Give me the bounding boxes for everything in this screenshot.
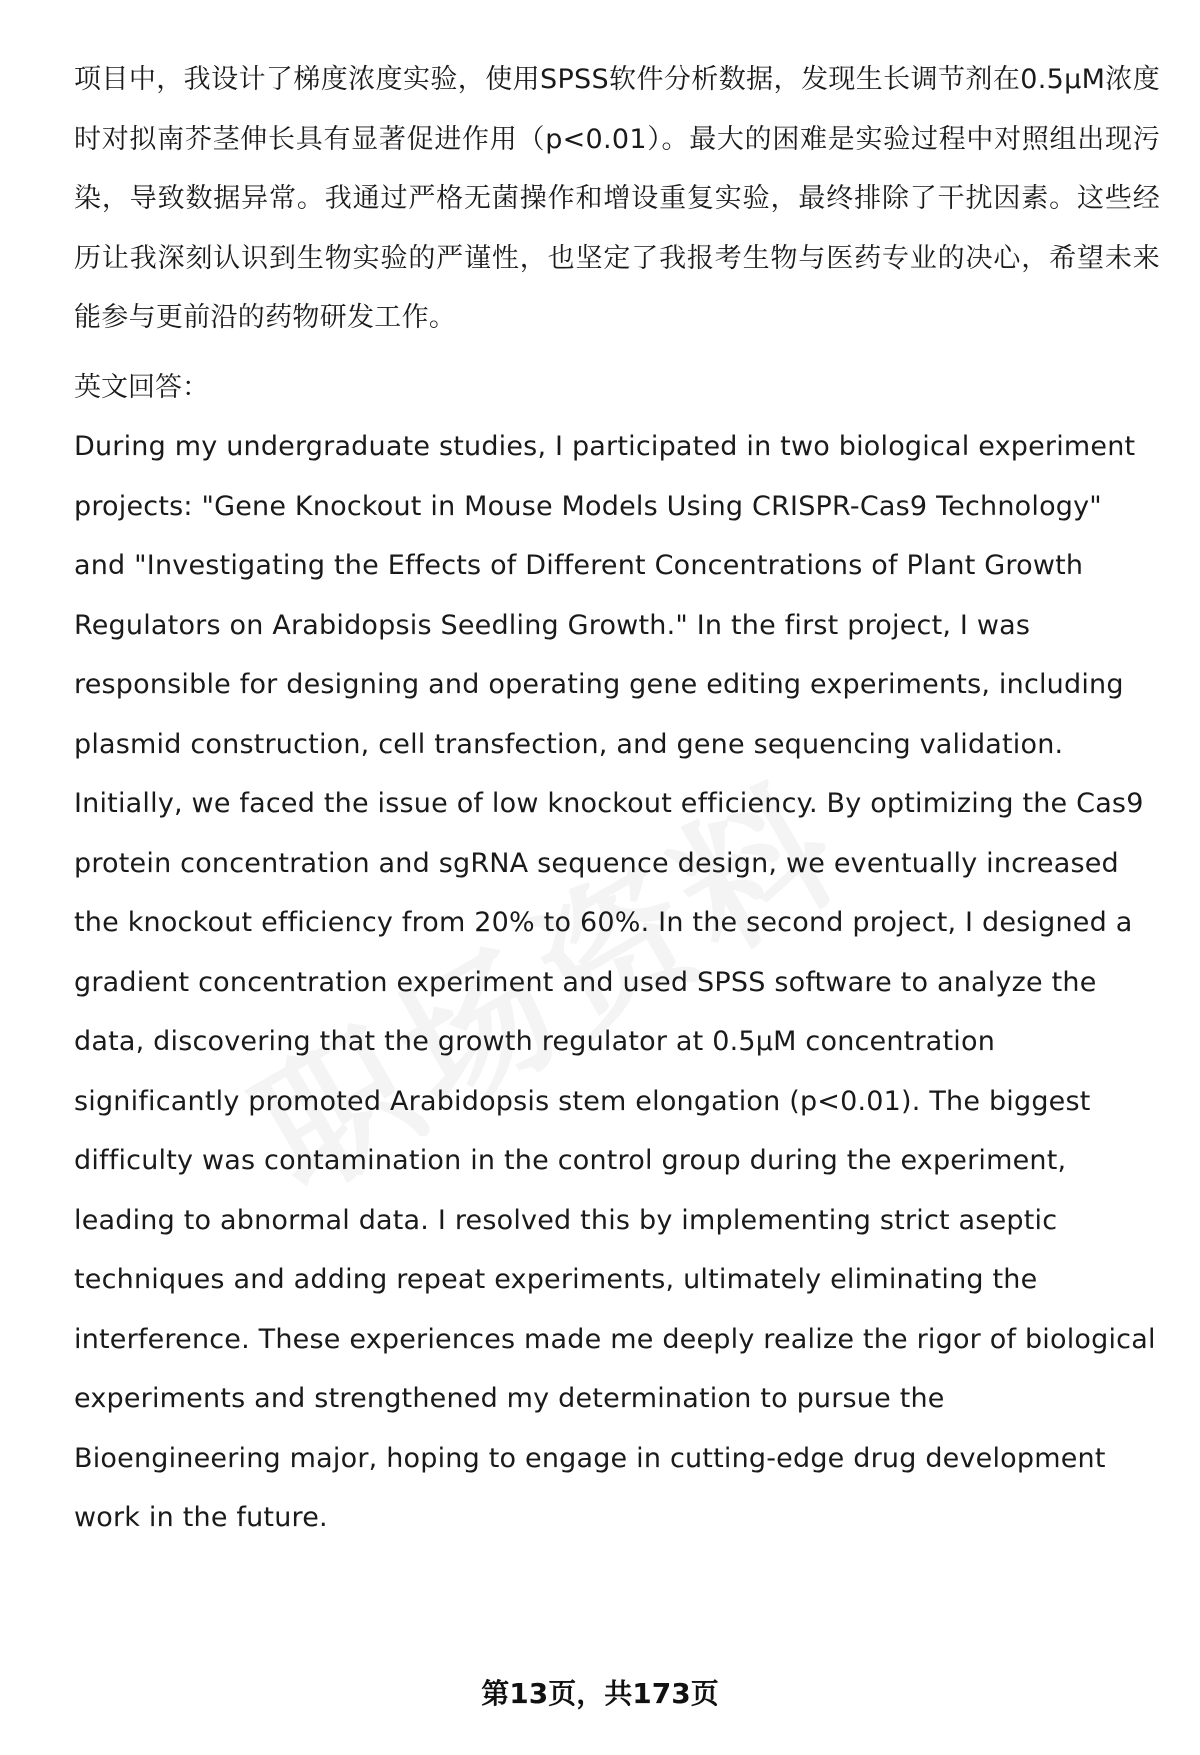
english-answer-heading: 英文回答：: [74, 371, 209, 403]
english-answer-paragraph: During my undergraduate studies, I participated in two biological experiment projects: "Gene Knockout in Mouse Models Using CRISPR-Cas9 Technology" and "Investigating the Effects of Different Concentrations of Plant Growth Regulators on Arabidopsis Seedling Growth." In the first project, I was responsible for designing and operating gene editing experiments, including plasmid construction, cell transfection, and gene sequencing validation. Initially, we faced the issue of low knockout efficiency. By optimizing the Cas9 protein concentration and sgRNA sequence design, we eventually increased the knockout efficiency from 20% to 60%. In the second project, I designed a gradient concentration experiment and used SPSS software to analyze the data, discovering that the growth regulator at 0.5μM concentration significantly promoted Arabidopsis stem elongation (p<0.01). The biggest difficulty was contamination in the control group during the experiment, leading to abnormal data. I resolved this by implementing strict aseptic techniques and adding repeat experiments, ultimately eliminating the interference. These experiences made me deeply realize the rigor of biological experiments and strengthened my determination to pursue the Bioengineering major, hoping to engage in cutting-edge drug development work in the future.: [74, 431, 1156, 1533]
page-number-footer: 第13页，共173页: [481, 1677, 719, 1710]
chinese-answer-paragraph: 项目中，我设计了梯度浓度实验，使用SPSS软件分析数据，发现生长调节剂在0.5μM浓度时对拟南芥茎伸长具有显著促进作用（p<0.01）。最大的困难是实验过程中对照组出现污染，导致数据异常。我通过严格无菌操作和增设重复实验，最终排除了干扰因素。这些经历让我深刻认识到生物实验的严谨性，也坚定了我报考生物与医药专业的决心，希望未来能参与更前沿的药物研发工作。: [74, 64, 1160, 333]
document-page: [74, 50, 1160, 1548]
